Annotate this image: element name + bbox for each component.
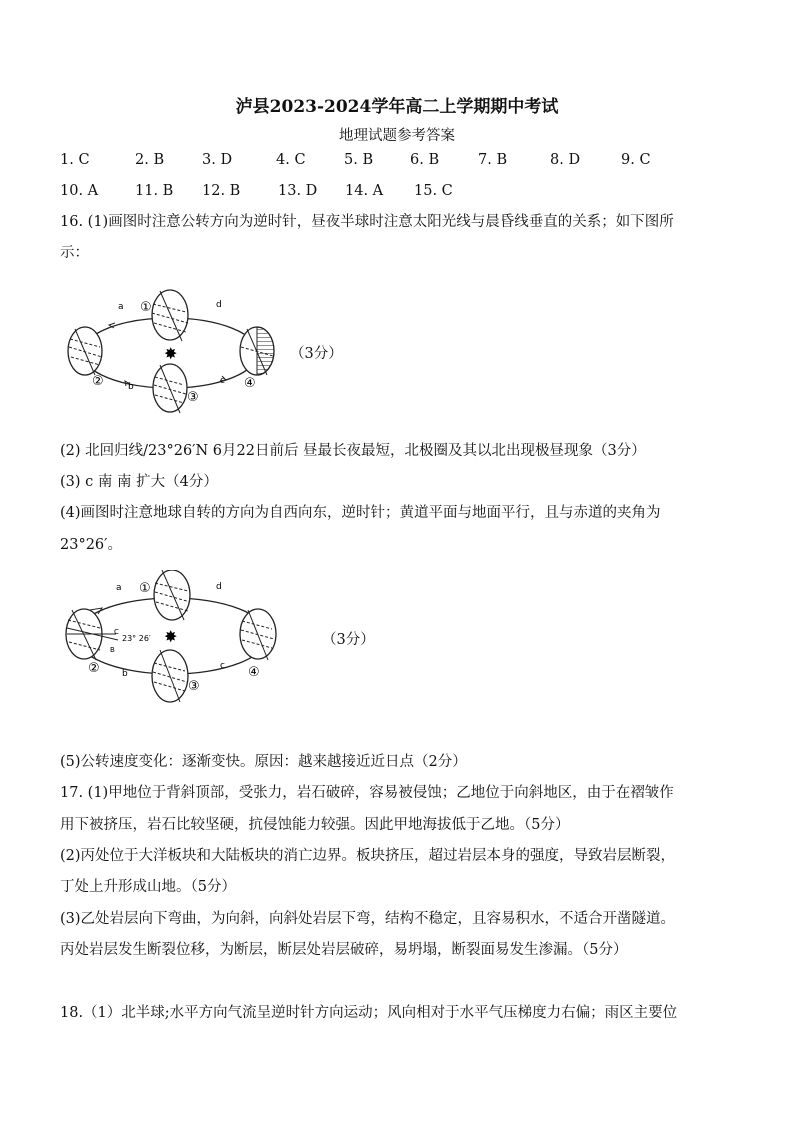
- q16-part3: (3) c 南 南 扩大（4分）: [60, 474, 218, 490]
- mc-answer: 8. D: [550, 152, 581, 168]
- q17-line4: 丁处上升形成山地。（5分）: [60, 879, 236, 895]
- label-4: ④: [244, 376, 256, 391]
- label-c: c: [220, 661, 225, 671]
- earth-position-4: [240, 327, 274, 375]
- label-1: ①: [140, 300, 152, 315]
- mc-answer: 7. B: [478, 152, 508, 168]
- earth-position-3: [153, 364, 187, 413]
- mc-answer: 13. D: [278, 183, 318, 199]
- sun-icon: ✸: [164, 627, 178, 646]
- earth-position-3: [152, 650, 188, 702]
- q18-line1: 18.（1）北半球;水平方向气流呈逆时针方向运动；风向相对于水平气压梯度力右偏；雨区主要位: [60, 1005, 678, 1021]
- mc-answer: 2. B: [135, 152, 165, 168]
- label-a: a: [118, 302, 124, 312]
- mc-answer: 11. B: [135, 183, 174, 199]
- mc-answer: 3. D: [202, 152, 233, 168]
- mc-answer: 1. C: [60, 152, 90, 168]
- fig1-points: （3分）: [290, 346, 343, 362]
- mc-answer: 4. C: [276, 152, 306, 168]
- q16-part2: (2) 北回归线/23°26′N 6月22日前后 昼最长夜最短，北极圈及其以北出现极昼现象（3分）: [60, 443, 646, 459]
- q17-line3: (2)丙处位于大洋板块和大陆板块的消亡边界。板块挤压，超过岩层本身的强度，导致岩层断裂，: [60, 848, 676, 864]
- doc-subtitle: 地理试题参考答案: [339, 128, 455, 144]
- earth-position-1: [154, 570, 190, 620]
- q17-line5: (3)乙处岩层向下弯曲，为向斜，向斜处岩层下弯，结构不稳定，且容易积水，不适合开凿隧道。: [60, 911, 676, 927]
- sun-icon: ✸: [164, 344, 178, 363]
- orbit-figure-2: [60, 570, 290, 710]
- mc-answer: 14. A: [345, 183, 384, 199]
- label-a: a: [116, 583, 122, 593]
- mc-answer: 9. C: [621, 152, 651, 168]
- label-angle: 23° 26′: [122, 634, 151, 643]
- label-2: ②: [92, 374, 104, 389]
- label-3: ③: [188, 679, 200, 694]
- orbit-figure-1: [60, 285, 290, 425]
- label-d: d: [216, 300, 222, 310]
- q17-line2: 用下被挤压，岩石比较坚硬，抗侵蚀能力较强。因此甲地海拔低于乙地。（5分）: [60, 817, 570, 833]
- label-3: ③: [187, 390, 199, 405]
- q16-part1-line1: 16. (1)画图时注意公转方向为逆时针，昼夜半球时注意太阳光线与晨昏线垂直的关系；如下图所: [60, 214, 674, 230]
- doc-title: 泸县2023-2024学年高二上学期期中考试: [235, 97, 559, 117]
- q17-line1: 17. (1)甲地位于背斜顶部，受张力，岩石破碎，容易被侵蚀；乙地位于向斜地区，由于在褶皱作: [60, 785, 674, 801]
- q17-line6: 丙处岩层发生断裂位移，为断层，断层处岩层破碎，易坍塌，断裂面易发生渗漏。（5分）: [60, 942, 628, 958]
- label-c: c: [220, 376, 225, 386]
- label-b: b: [128, 382, 134, 392]
- label-b: b: [122, 669, 128, 679]
- mc-answer: 15. C: [414, 183, 453, 199]
- label-d: d: [216, 582, 222, 592]
- label-B: B: [110, 646, 115, 654]
- label-2: ②: [88, 661, 100, 676]
- earth-position-4: [240, 609, 276, 660]
- mc-answer: 6. B: [410, 152, 440, 168]
- earth-position-2: [68, 327, 102, 375]
- mc-answer: 12. B: [202, 183, 241, 199]
- mc-answer: 10. A: [60, 183, 99, 199]
- q16-part4-line2: 23°26′。: [60, 537, 122, 553]
- label-1: ①: [139, 581, 151, 596]
- q16-part5: (5)公转速度变化：逐渐变快。原因：越来越接近近日点（2分）: [60, 754, 467, 770]
- label-4: ④: [248, 665, 260, 680]
- q16-part4-line1: (4)画图时注意地球自转的方向为自西向东，逆时针；黄道平面与地面平行，且与赤道的夹角为: [60, 505, 661, 521]
- q16-part1-line2: 示：: [60, 245, 89, 261]
- label-C: C: [114, 628, 119, 636]
- fig2-points: （3分）: [322, 632, 375, 648]
- mc-answer: 5. B: [344, 152, 374, 168]
- earth-position-1: [152, 290, 188, 341]
